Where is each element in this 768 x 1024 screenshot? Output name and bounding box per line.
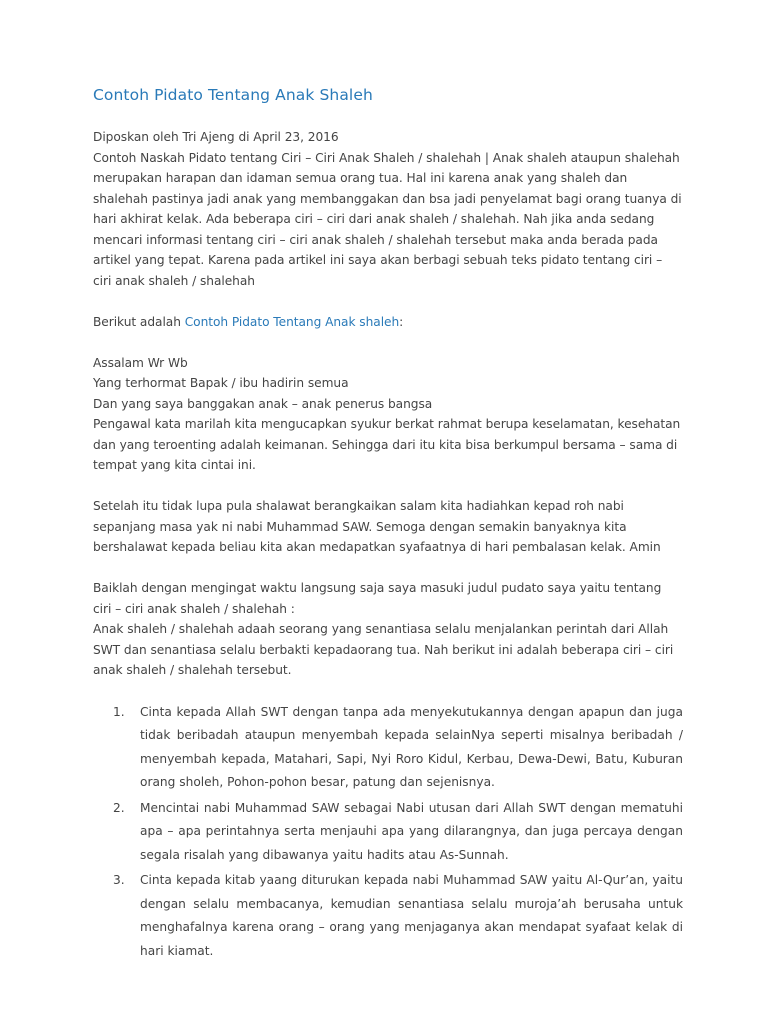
opening-paragraph: Pengawal kata marilah kita mengucapkan syukur berkat rahmat berupa keselamatan, kesehatan dan yang teroenting adalah keimanan. Sehingga dari itu kita bisa berkumpul bersama – sama di tempat yang kita cintai ini. bbox=[93, 417, 681, 472]
article-link[interactable]: Contoh Pidato Tentang Anak shaleh bbox=[184, 314, 400, 329]
list-item bbox=[93, 869, 683, 963]
posted-by: Diposkan oleh Tri Ajeng di April 23, 2016 bbox=[93, 130, 339, 144]
berikut-prefix: Berikut adalah bbox=[93, 314, 185, 329]
greeting-salam: Assalam Wr Wb bbox=[93, 355, 188, 370]
list-item-text: Cinta kepada Allah SWT dengan tanpa ada menyekutukannya dengan apapun dan juga tidak beribadah ataupun menyembah kepada selainNya seperti misalnya beribadah / menyembah kepada, Matahari, Sapi, Nyi Roro Kidul, Kerbau, Dewa-Dewi, Batu, Kuburan orang sholeh, Pohon-pohon besar, patung dan sejenisnya. bbox=[140, 704, 683, 789]
traits-list bbox=[93, 701, 683, 964]
definition-paragraph: Anak shaleh / shalehah adaah seorang yang senantiasa selalu menjalankan perintah dari Allah SWT dan senantiasa selalu berbakti kepadaorang tua. Nah berikut ini adalah beberapa ciri – ciri anak shaleh / shalehah tersebut. bbox=[93, 622, 674, 677]
berikut-suffix: : bbox=[399, 314, 404, 329]
intro-paragraph: Contoh Naskah Pidato tentang Ciri – Ciri Anak Shaleh / shalehah | Anak shaleh ataupun shalehah merupakan harapan dan idaman semua orang tua. Hal ini karena anak yang shaleh dan shalehah pastinya jadi anak yang membanggakan dan bsa jadi penyelamat bagi orang tuanya di hari akhirat kelak. Ada beberapa ciri – ciri dari anak shaleh / shalehah. Nah jika anda sedang mencari informasi tentang ciri – ciri anak shaleh / shalehah tersebut maka anda berada pada artikel yang tepat. Karena pada artikel ini saya akan berbagi sebuah teks pidato tentang ciri – ciri anak shaleh / shalehah bbox=[93, 150, 682, 288]
list-item bbox=[93, 701, 683, 795]
list-item-number: 2. bbox=[113, 800, 125, 815]
berikut-line bbox=[93, 312, 683, 333]
baiklah-paragraph: Baiklah dengan mengingat waktu langsung saja saya masuki judul pudato saya yaitu tentang ciri – ciri anak shaleh / shalehah : bbox=[93, 581, 662, 616]
list-item-number: 1. bbox=[113, 704, 125, 719]
list-item-text: Cinta kepada kitab yaang diturukan kepada nabi Muhammad SAW yaitu Al-Qur’an, yaitu dengan selalu membacanya, kemudian senantiasa selalu muroja’ah berusaha untuk menghafalnya karena orang – orang yang menjaganya akan mendapat syafaat kelak di hari kiamat. bbox=[140, 873, 683, 958]
list-item-text: Mencintai nabi Muhammad SAW sebagai Nabi utusan dari Allah SWT dengan mematuhi apa – apa perintahnya serta menjauhi apa yang dilarangnya, dan juga percaya dengan segala risalah yang dibawanya yaitu hadits atau As-Sunnah. bbox=[140, 800, 683, 862]
list-item bbox=[93, 797, 683, 868]
document-page bbox=[93, 82, 683, 965]
greeting-bangga: Dan yang saya banggakan anak – anak penerus bangsa bbox=[93, 396, 433, 411]
greeting-hormat: Yang terhormat Bapak / ibu hadirin semua bbox=[93, 376, 349, 390]
list-item-number: 3. bbox=[113, 873, 125, 887]
shalawat-paragraph: Setelah itu tidak lupa pula shalawat berangkaikan salam kita hadiahkan kepad roh nabi sepanjang masa yak ni nabi Muhammad SAW. Semoga dengan semakin banyaknya kita bershalawat kepada beliau kita akan medapatkan syafaatnya di hari pembalasan kelak. Amin bbox=[93, 499, 661, 554]
document-title: Contoh Pidato Tentang Anak Shaleh bbox=[93, 86, 373, 104]
